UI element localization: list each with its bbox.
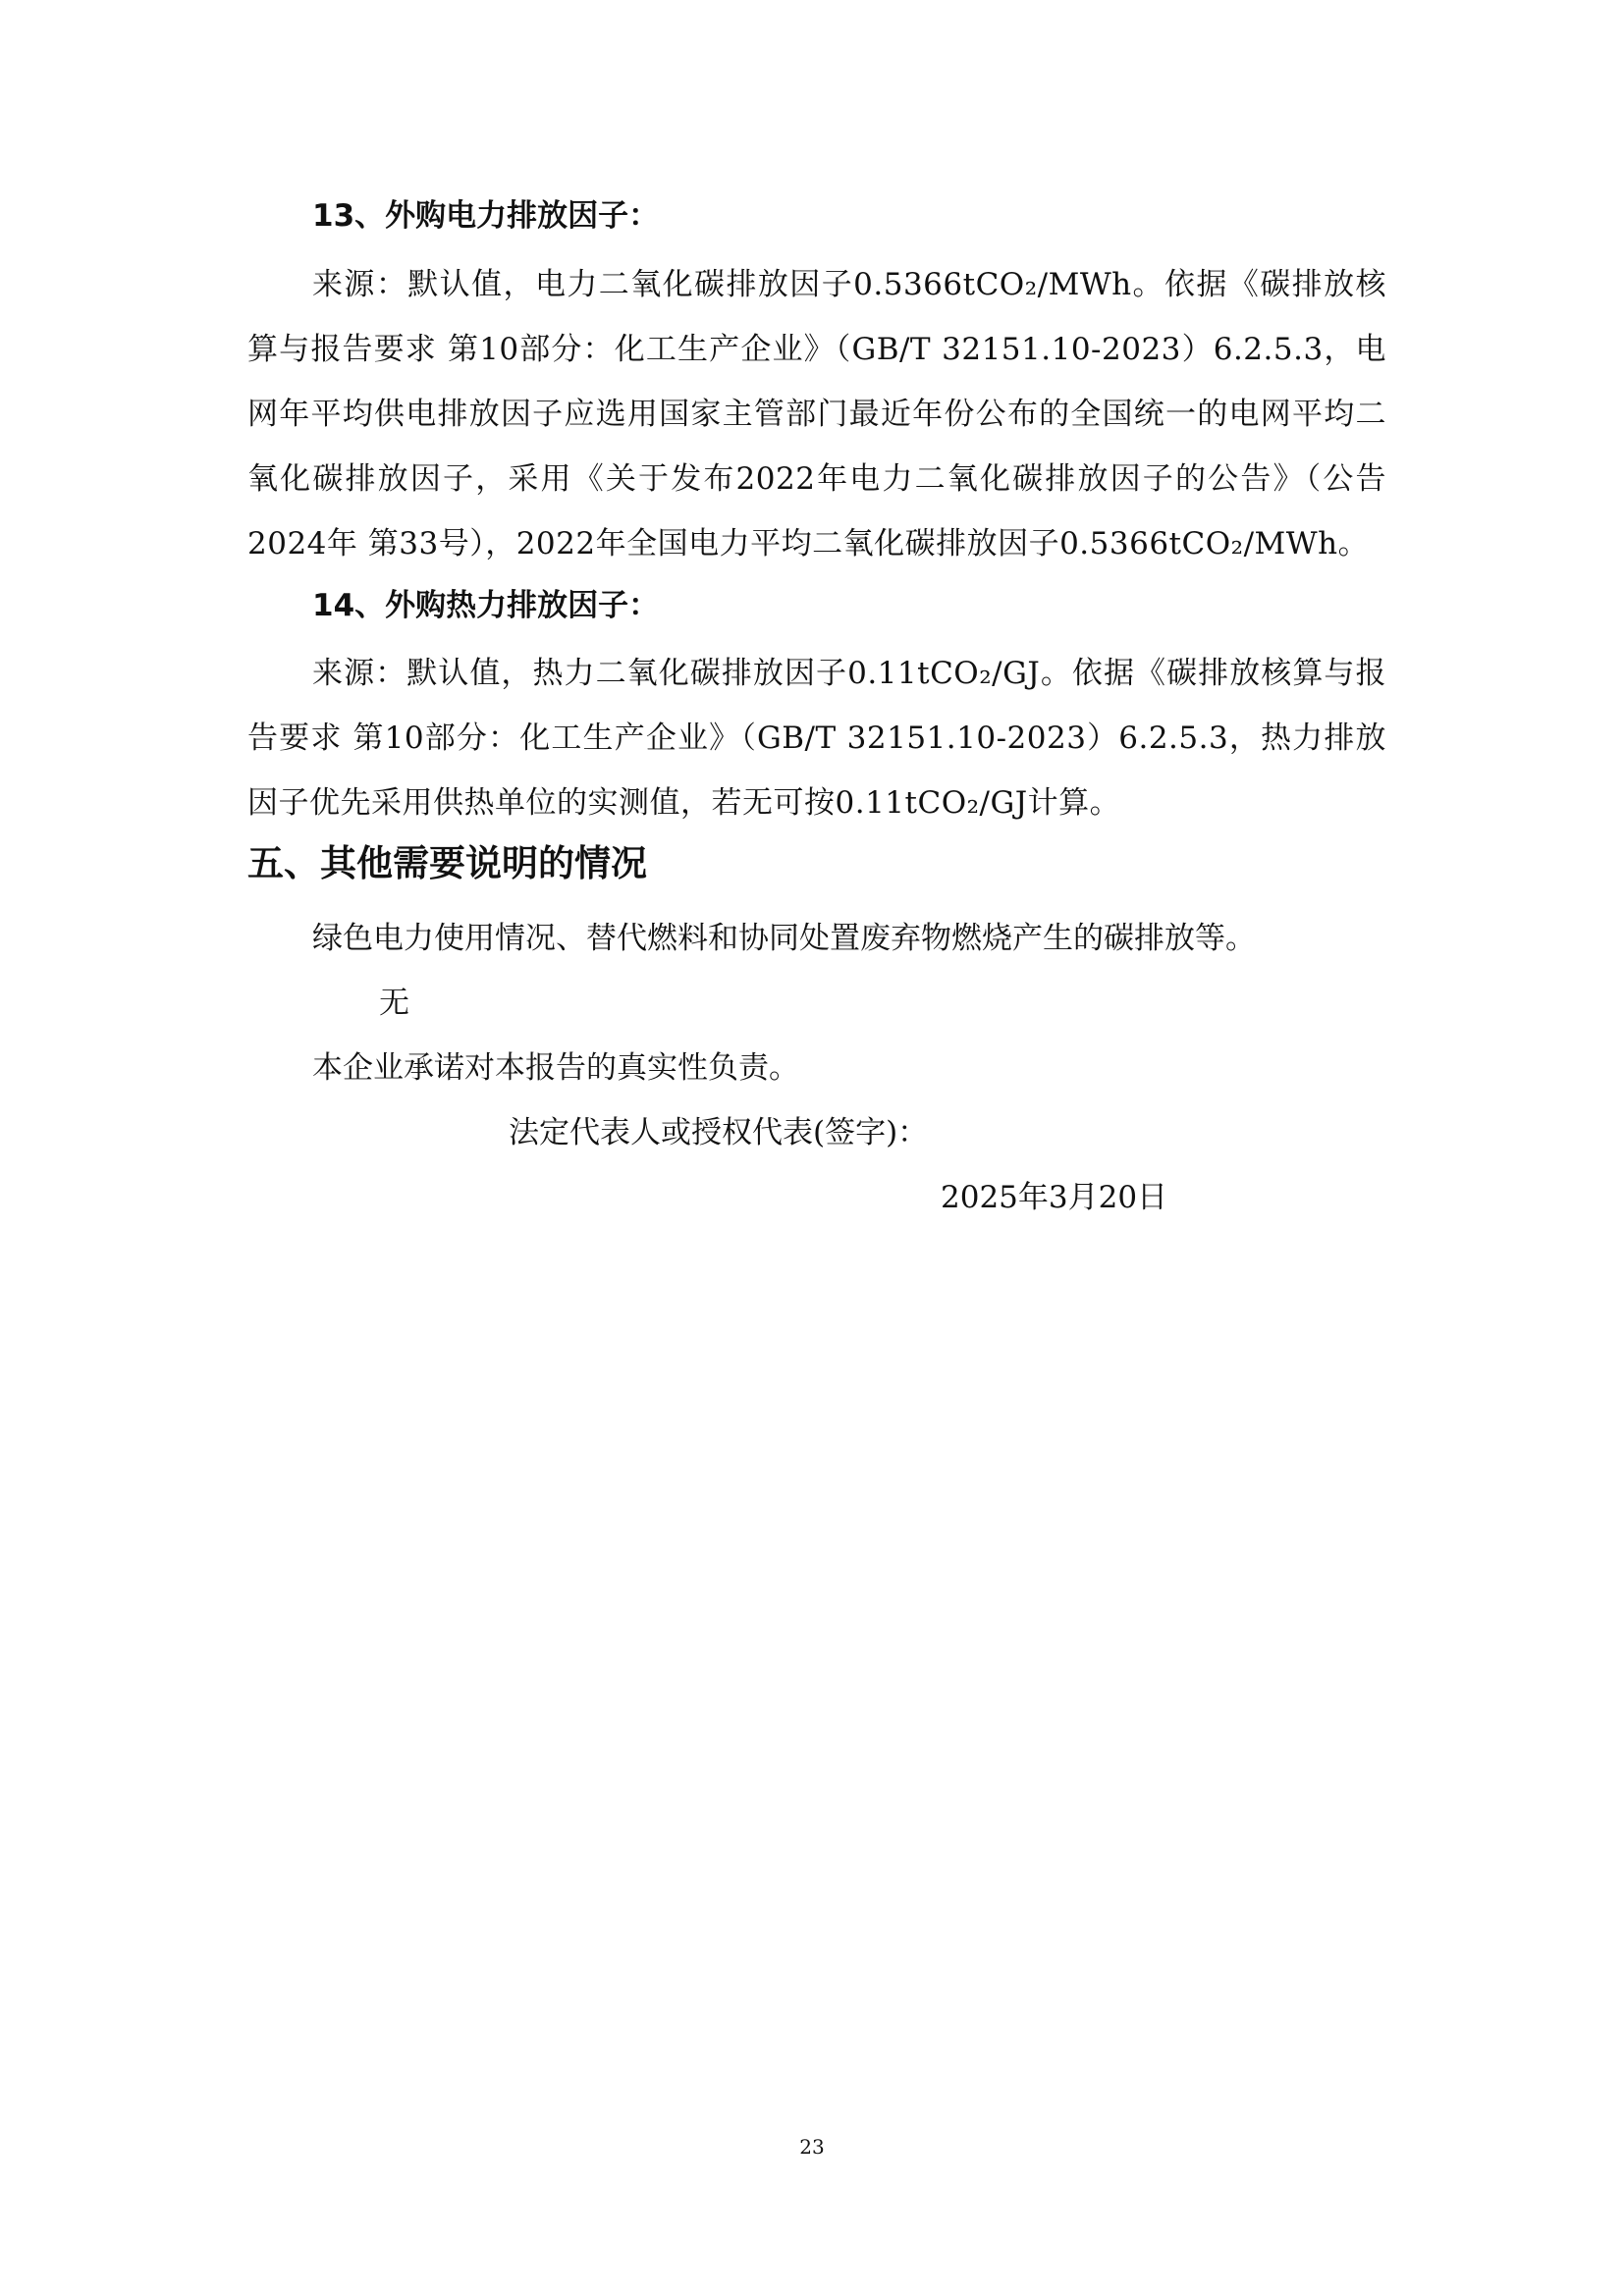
- item-14-title: 14、外购热力排放因子：: [312, 588, 660, 623]
- item-13-title: 13、外购电力排放因子：: [312, 198, 660, 234]
- section-5-description: 绿色电力使用情况、替代燃料和协同处置废弃物燃烧产生的碳排放等。: [312, 921, 1256, 956]
- commitment-statement: 本企业承诺对本报告的真实性负责。: [312, 1050, 799, 1086]
- section-5-title: 五、其他需要说明的情况: [247, 842, 647, 884]
- item-14-body: 来源：默认值，热力二氧化碳排放因子0.11tCO₂/GJ。依据《碳排放核算与报告要求 第10部分：化工生产企业》（GB/T 32151.10-2023）6.2.5.3，热力排放因子优先采用供热单位的实测值，若无可按0.11tCO₂/GJ计算。: [247, 656, 1386, 821]
- item-13-body: 来源：默认值，电力二氧化碳排放因子0.5366tCO₂/MWh。依据《碳排放核算与报告要求 第10部分：化工生产企业》（GB/T 32151.10-2023）6.2.5.3，电网年平均供电排放因子应选用国家主管部门最近年份公布的全国统一的电网平均二氧化碳排放因子，采用《关于发布2022年电力二氧化碳排放因子的公告》（公告 2024年 第33号），2022年全国电力平均二氧化碳排放因子0.5366tCO₂/MWh。: [247, 267, 1386, 561]
- page-number: 23: [799, 2135, 825, 2159]
- signature-label: 法定代表人或授权代表(签字)：: [509, 1115, 929, 1150]
- report-date: 2025年3月20日: [941, 1180, 1168, 1215]
- section-5-answer: 无: [379, 986, 409, 1021]
